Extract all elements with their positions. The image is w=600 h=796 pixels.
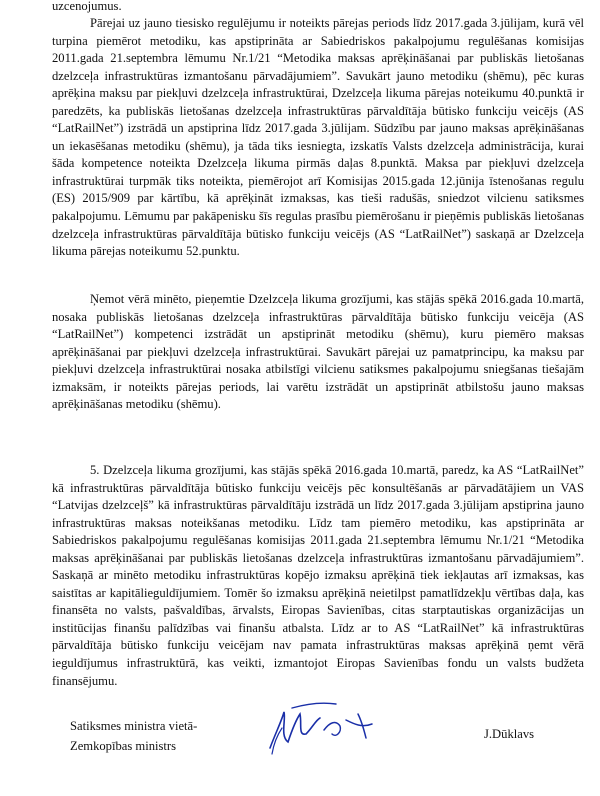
paragraph-amendments-competence: Ņemot vērā minēto, pieņemtie Dzelzceļa likuma grozījumi, kas stājās spēkā 2016.gada 10.martā, nosaka publiskās lietošanas dzelzceļa infrastruktūras pārvaldītāja būtisko funkciju veicēja (AS “LatRailNet”) kompetenci izstrādāt un apstiprināt metodiku (shēmu), kuru piemēro maksas aprēķināšanai par piekļuvi dzelzceļa infrastruktūrai. Savukārt pārejai uz pamatprincipu, ka maksu par piekļuvi dzelzceļa infrastruktūrai nosaka atbilstīgi vilcienu satiksmes pakalpojumu sniegšanas tiešajām izmaksām, ir noteikts pārejas periods, lai varētu izstrādāt un apstiprināt atbilstošu jauno maksas aprēķināšanas metodiku (shēmu). xyxy=(52,292,584,412)
signatory-role-line-1: Satiksmes ministra vietā- xyxy=(70,719,198,733)
paragraph-point-5: 5. Dzelzceļa likuma grozījumi, kas stājās spēkā 2016.gada 10.martā, paredz, ka AS “LatRailNet” kā infrastruktūras pārvaldītāja būtisko funkciju veicējs pēc konsultēšanās ar pārvadātājiem un VAS “Latvijas dzelzceļš” kā infrastruktūras pārvaldītāju izstrādā un līdz 2017.gada 3.jūlijam apstiprina jauno infrastruktūras maksas noteikšanas metodiku. Līdz tam piemēro metodiku, kas apstiprināta ar Sabiedriskos pakalpojumu regulēšanas komisijas 2011.gada 21.septembra lēmumu Nr.1/21 “Metodika maksas aprēķināšanai par publiskās lietošanas dzelzceļa infrastruktūras izmantošanu pārvadājumiem”. Saskaņā ar minēto metodiku infrastruktūras kopējo izmaksu aprēķinā tiek iekļautas arī izmaksas, kas saistītas ar kapitālieguldījumiem. Tomēr šo izmaksu aprēķinā neietilpst pamatlīdzekļu vērtības daļa, kas finansēta no valsts, pašvaldības, ārvalsts, Eiropas Savienības, citas starptautiskas organizācijas un institūcijas finanšu palīdzības vai finanšu atbalsta. Līdz ar to AS “LatRailNet” kā infrastruktūras pārvaldītāja būtisko funkciju veicējam nav pamata infrastruktūras maksas aprēķinā ņemt vērā ieguldījumus infrastruktūrā, kas veikti, izmantojot Eiropas Savienības fondu un valsts budžeta finansējumu. xyxy=(52,463,584,688)
signatory-name: J.Dūklavs xyxy=(484,727,535,741)
signatory-role xyxy=(70,716,197,756)
handwritten-signature xyxy=(262,690,382,760)
paragraph-transition-period: Pārejai uz jauno tiesisko regulējumu ir noteikts pārejas periods līdz 2017.gada 3.jūlijam, kurā vēl turpina piemērot metodiku, kas apstiprināta ar Sabiedriskos pakalpojumu regulēšanas komisijas 2011.gada 21.septembra lēmumu Nr.1/21 “Metodika maksas aprēķināšanai par publiskās lietošanas dzelzceļa infrastruktūras izmantošanu pārvadājumiem”. Savukārt jauno metodiku (shēmu), pēc kuras aprēķina maksu par piekļuvi dzelzceļa infrastruktūrai, Dzelzceļa likuma pārejas noteikumu 40.punktā ir paredzēts, ka publiskās lietošanas dzelzceļa infrastruktūras pārvaldītāja būtisko funkciju veicējs (AS “LatRailNet”) izstrādā un apstiprina līdz 2017.gada 3.jūlijam. Sūdzību par jauno maksas aprēķināšanas un iekasēšanas metodiku (shēmu), ja tāda tiks iesniegta, izskatīs Valsts dzelzceļa administrācija, kurai šāda kompetence noteikta Dzelzceļa likuma pirmās daļas 8.punktā. Maksa par piekļuvi dzelzceļa infrastruktūrai turpmāk tiks noteikta, piemērojot arī Komisijas 2015.gada 12.jūnija īstenošanas regulu (ES) 2015/909 par kārtību, kā aprēķināt izmaksas, kas tieši radušās, sniedzot vilcienu satiksmes pakalpojumu. Lēmumu par pakāpenisku šīs regulas prasību piemērošanu ir pieņēmis publiskās lietošanas dzelzceļa infrastruktūras pārvaldītāja būtisko funkciju veicējs (AS “LatRailNet”) saskaņā ar Dzelzceļa likuma pārejas noteikumu 52.punktu. xyxy=(52,16,584,259)
signatory-role-line-2: Zemkopības ministrs xyxy=(70,739,176,753)
continuation-line: uzcenojumus. xyxy=(52,0,122,13)
